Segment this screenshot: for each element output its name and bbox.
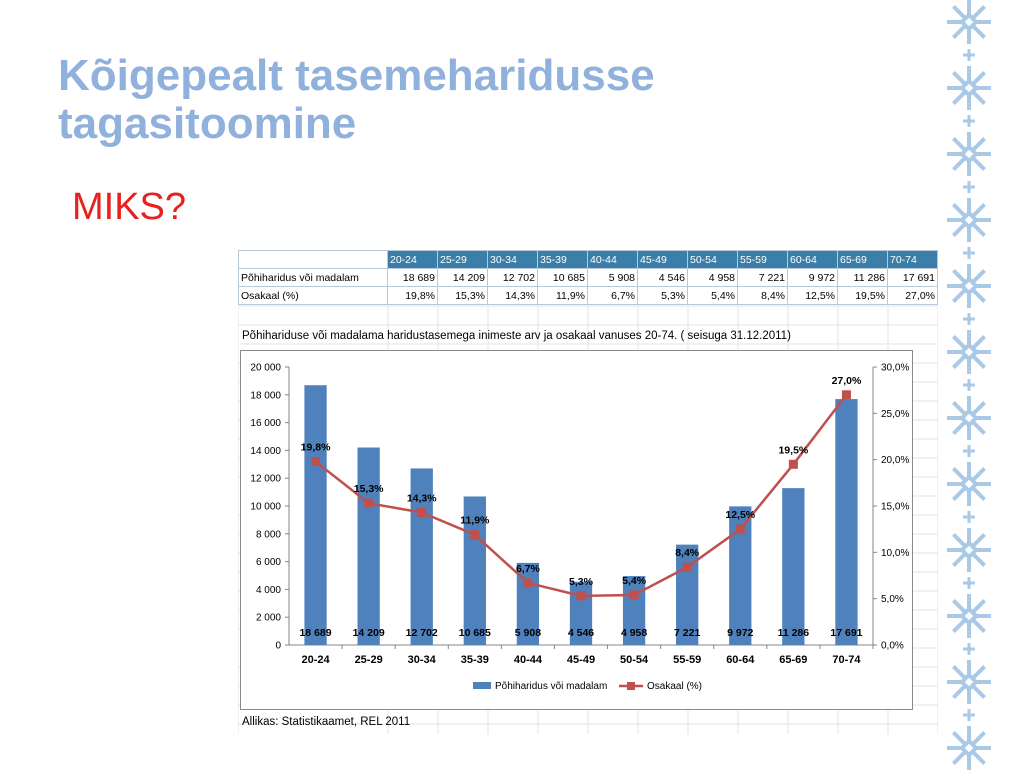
line-data-label: 12,5% xyxy=(725,509,756,522)
line-point xyxy=(470,530,479,539)
snowflake-icon xyxy=(947,330,991,391)
snowflake-icon xyxy=(947,462,991,523)
data-table xyxy=(238,250,938,305)
line-data-label: 27,0% xyxy=(831,374,862,387)
table-cell: 11 286 xyxy=(838,269,888,287)
y-left-tick-label: 16 000 xyxy=(250,418,281,430)
table-row xyxy=(239,287,938,305)
bar-data-label: 18 689 xyxy=(299,627,332,639)
table-row xyxy=(239,269,938,287)
line-data-label: 8,4% xyxy=(675,547,700,560)
combo-chart xyxy=(241,351,912,709)
table-cell: 4 958 xyxy=(688,269,738,287)
line-point xyxy=(523,578,532,587)
line-point xyxy=(683,563,692,572)
line-data-label: 5,3% xyxy=(569,575,593,588)
bar-data-label: 9 972 xyxy=(727,627,754,639)
table-cell: 19,5% xyxy=(838,287,888,305)
slide-title-line-1: Kõigepealt tasemeharidusse xyxy=(58,51,655,100)
table-cell: 12 702 xyxy=(488,269,538,287)
line-point xyxy=(577,591,586,600)
x-tick-label: 40-44 xyxy=(513,654,542,666)
bar xyxy=(782,488,804,645)
legend-label-line: Osakaal (%) xyxy=(647,681,703,692)
table-cell: 14 209 xyxy=(438,269,488,287)
table-cell: 14,3% xyxy=(488,287,538,305)
x-tick-label: 70-74 xyxy=(832,654,861,666)
y-left-tick-label: 18 000 xyxy=(250,390,281,402)
line-point xyxy=(789,460,798,469)
table-header-cell: 40-44 xyxy=(588,251,638,269)
snowflake-border-decoration xyxy=(931,0,1007,778)
x-tick-label: 50-54 xyxy=(620,654,649,666)
line-point xyxy=(417,508,426,517)
table-cell: 5,3% xyxy=(638,287,688,305)
table-cell: 12,5% xyxy=(788,287,838,305)
table-cell: 4 546 xyxy=(638,269,688,287)
x-tick-label: 55-59 xyxy=(673,654,702,666)
line-data-label: 19,8% xyxy=(300,441,331,454)
x-tick-label: 65-69 xyxy=(779,654,808,666)
chart-caption: Põhihariduse või madalama haridustasemega inimeste arv ja osakaal vanuses 20-74. ( seisuga 31.12.2011) xyxy=(242,330,791,342)
snowflake-icon xyxy=(947,198,991,259)
table-cell: 19,8% xyxy=(388,287,438,305)
bar-data-label: 10 685 xyxy=(458,627,491,639)
table-cell: 15,3% xyxy=(438,287,488,305)
table-cell: 18 689 xyxy=(388,269,438,287)
y-left-tick-label: 14 000 xyxy=(250,445,281,457)
bar xyxy=(357,447,379,645)
slide-title-line-2: tagasitoomine xyxy=(58,99,357,148)
table-header-cell: 25-29 xyxy=(438,251,488,269)
line-point xyxy=(311,457,320,466)
line-series xyxy=(316,395,847,596)
y-right-tick-label: 20,0% xyxy=(881,455,910,467)
table-cell: 8,4% xyxy=(738,287,788,305)
bar-data-label: 14 209 xyxy=(352,627,385,639)
table-cell: 7 221 xyxy=(738,269,788,287)
slide-subtitle: MIKS? xyxy=(72,186,187,228)
table-cell: 5 908 xyxy=(588,269,638,287)
y-left-tick-label: 8 000 xyxy=(255,529,281,541)
bar-data-label: 5 908 xyxy=(514,627,542,639)
spreadsheet-area xyxy=(238,246,938,734)
snowflake-icon xyxy=(947,132,991,193)
legend-swatch-marker xyxy=(627,682,635,690)
y-left-tick-label: 4 000 xyxy=(255,584,281,596)
y-left-tick-label: 6 000 xyxy=(255,557,281,569)
table-header-cell: 20-24 xyxy=(388,251,438,269)
bar xyxy=(304,385,326,645)
x-tick-label: 20-24 xyxy=(301,654,330,666)
bar-data-label: 12 702 xyxy=(405,627,438,639)
line-data-label: 5,4% xyxy=(622,574,647,587)
table-header-cell: 50-54 xyxy=(688,251,738,269)
table-cell: 9 972 xyxy=(788,269,838,287)
table-cell: 6,7% xyxy=(588,287,638,305)
slide-title xyxy=(58,52,898,148)
snowflake-icon xyxy=(947,264,991,325)
y-right-tick-label: 5,0% xyxy=(881,594,904,606)
line-point xyxy=(630,590,639,599)
line-data-label: 6,7% xyxy=(515,562,540,575)
source-note: Allikas: Statistikaamet, REL 2011 xyxy=(242,716,411,728)
bar-data-label: 11 286 xyxy=(777,627,810,639)
bar-data-label: 17 691 xyxy=(830,627,863,639)
table-row-label: Põhiharidus või madalam xyxy=(239,269,388,287)
y-left-tick-label: 2 000 xyxy=(255,612,281,624)
line-point xyxy=(364,499,373,508)
bar-data-label: 7 221 xyxy=(674,627,701,639)
table-header-cell: 70-74 xyxy=(888,251,938,269)
y-left-tick-label: 0 xyxy=(275,640,281,652)
snowflake-icon xyxy=(947,396,991,457)
line-data-label: 14,3% xyxy=(406,492,437,505)
table-header-row xyxy=(239,251,938,269)
line-point xyxy=(842,390,851,399)
x-tick-label: 25-29 xyxy=(354,654,383,666)
snowflake-icon xyxy=(947,528,991,589)
table-corner-cell xyxy=(239,251,388,269)
table-header-cell: 65-69 xyxy=(838,251,888,269)
bar xyxy=(835,399,857,645)
y-right-tick-label: 15,0% xyxy=(881,501,910,513)
bar-data-label: 4 958 xyxy=(620,627,648,639)
x-tick-label: 60-64 xyxy=(726,654,755,666)
table-header-cell: 35-39 xyxy=(538,251,588,269)
snowflake-icon xyxy=(947,66,991,127)
line-data-label: 15,3% xyxy=(353,483,384,496)
y-right-tick-label: 0,0% xyxy=(881,640,904,652)
y-left-tick-label: 12 000 xyxy=(250,473,281,485)
chart-legend xyxy=(473,681,702,692)
snowflake-icon xyxy=(947,660,991,721)
bar-data-label: 4 546 xyxy=(567,627,595,639)
line-point xyxy=(736,525,745,534)
chart-area xyxy=(240,350,913,710)
y-left-tick-label: 20 000 xyxy=(250,362,281,374)
table-cell: 11,9% xyxy=(538,287,588,305)
table-header-cell: 60-64 xyxy=(788,251,838,269)
legend-swatch-bar xyxy=(473,682,491,689)
y-right-tick-label: 10,0% xyxy=(881,547,910,559)
table-header-cell: 55-59 xyxy=(738,251,788,269)
snowflake-icon xyxy=(947,0,991,61)
table-row-label: Osakaal (%) xyxy=(239,287,388,305)
snowflake-icon xyxy=(947,726,991,770)
x-tick-label: 35-39 xyxy=(460,654,489,666)
snowflake-icon xyxy=(947,594,991,655)
table-header-cell: 30-34 xyxy=(488,251,538,269)
line-data-label: 11,9% xyxy=(460,514,490,527)
y-right-tick-label: 25,0% xyxy=(881,408,910,420)
x-tick-label: 30-34 xyxy=(407,654,436,666)
y-right-tick-label: 30,0% xyxy=(881,362,910,374)
y-left-tick-label: 10 000 xyxy=(250,501,281,513)
table-cell: 5,4% xyxy=(688,287,738,305)
legend-label-bar: Põhiharidus või madalam xyxy=(495,681,608,692)
line-data-label: 19,5% xyxy=(778,444,809,457)
table-cell: 17 691 xyxy=(888,269,938,287)
table-cell: 27,0% xyxy=(888,287,938,305)
table-cell: 10 685 xyxy=(538,269,588,287)
x-tick-label: 45-49 xyxy=(566,654,596,666)
table-header-cell: 45-49 xyxy=(638,251,688,269)
